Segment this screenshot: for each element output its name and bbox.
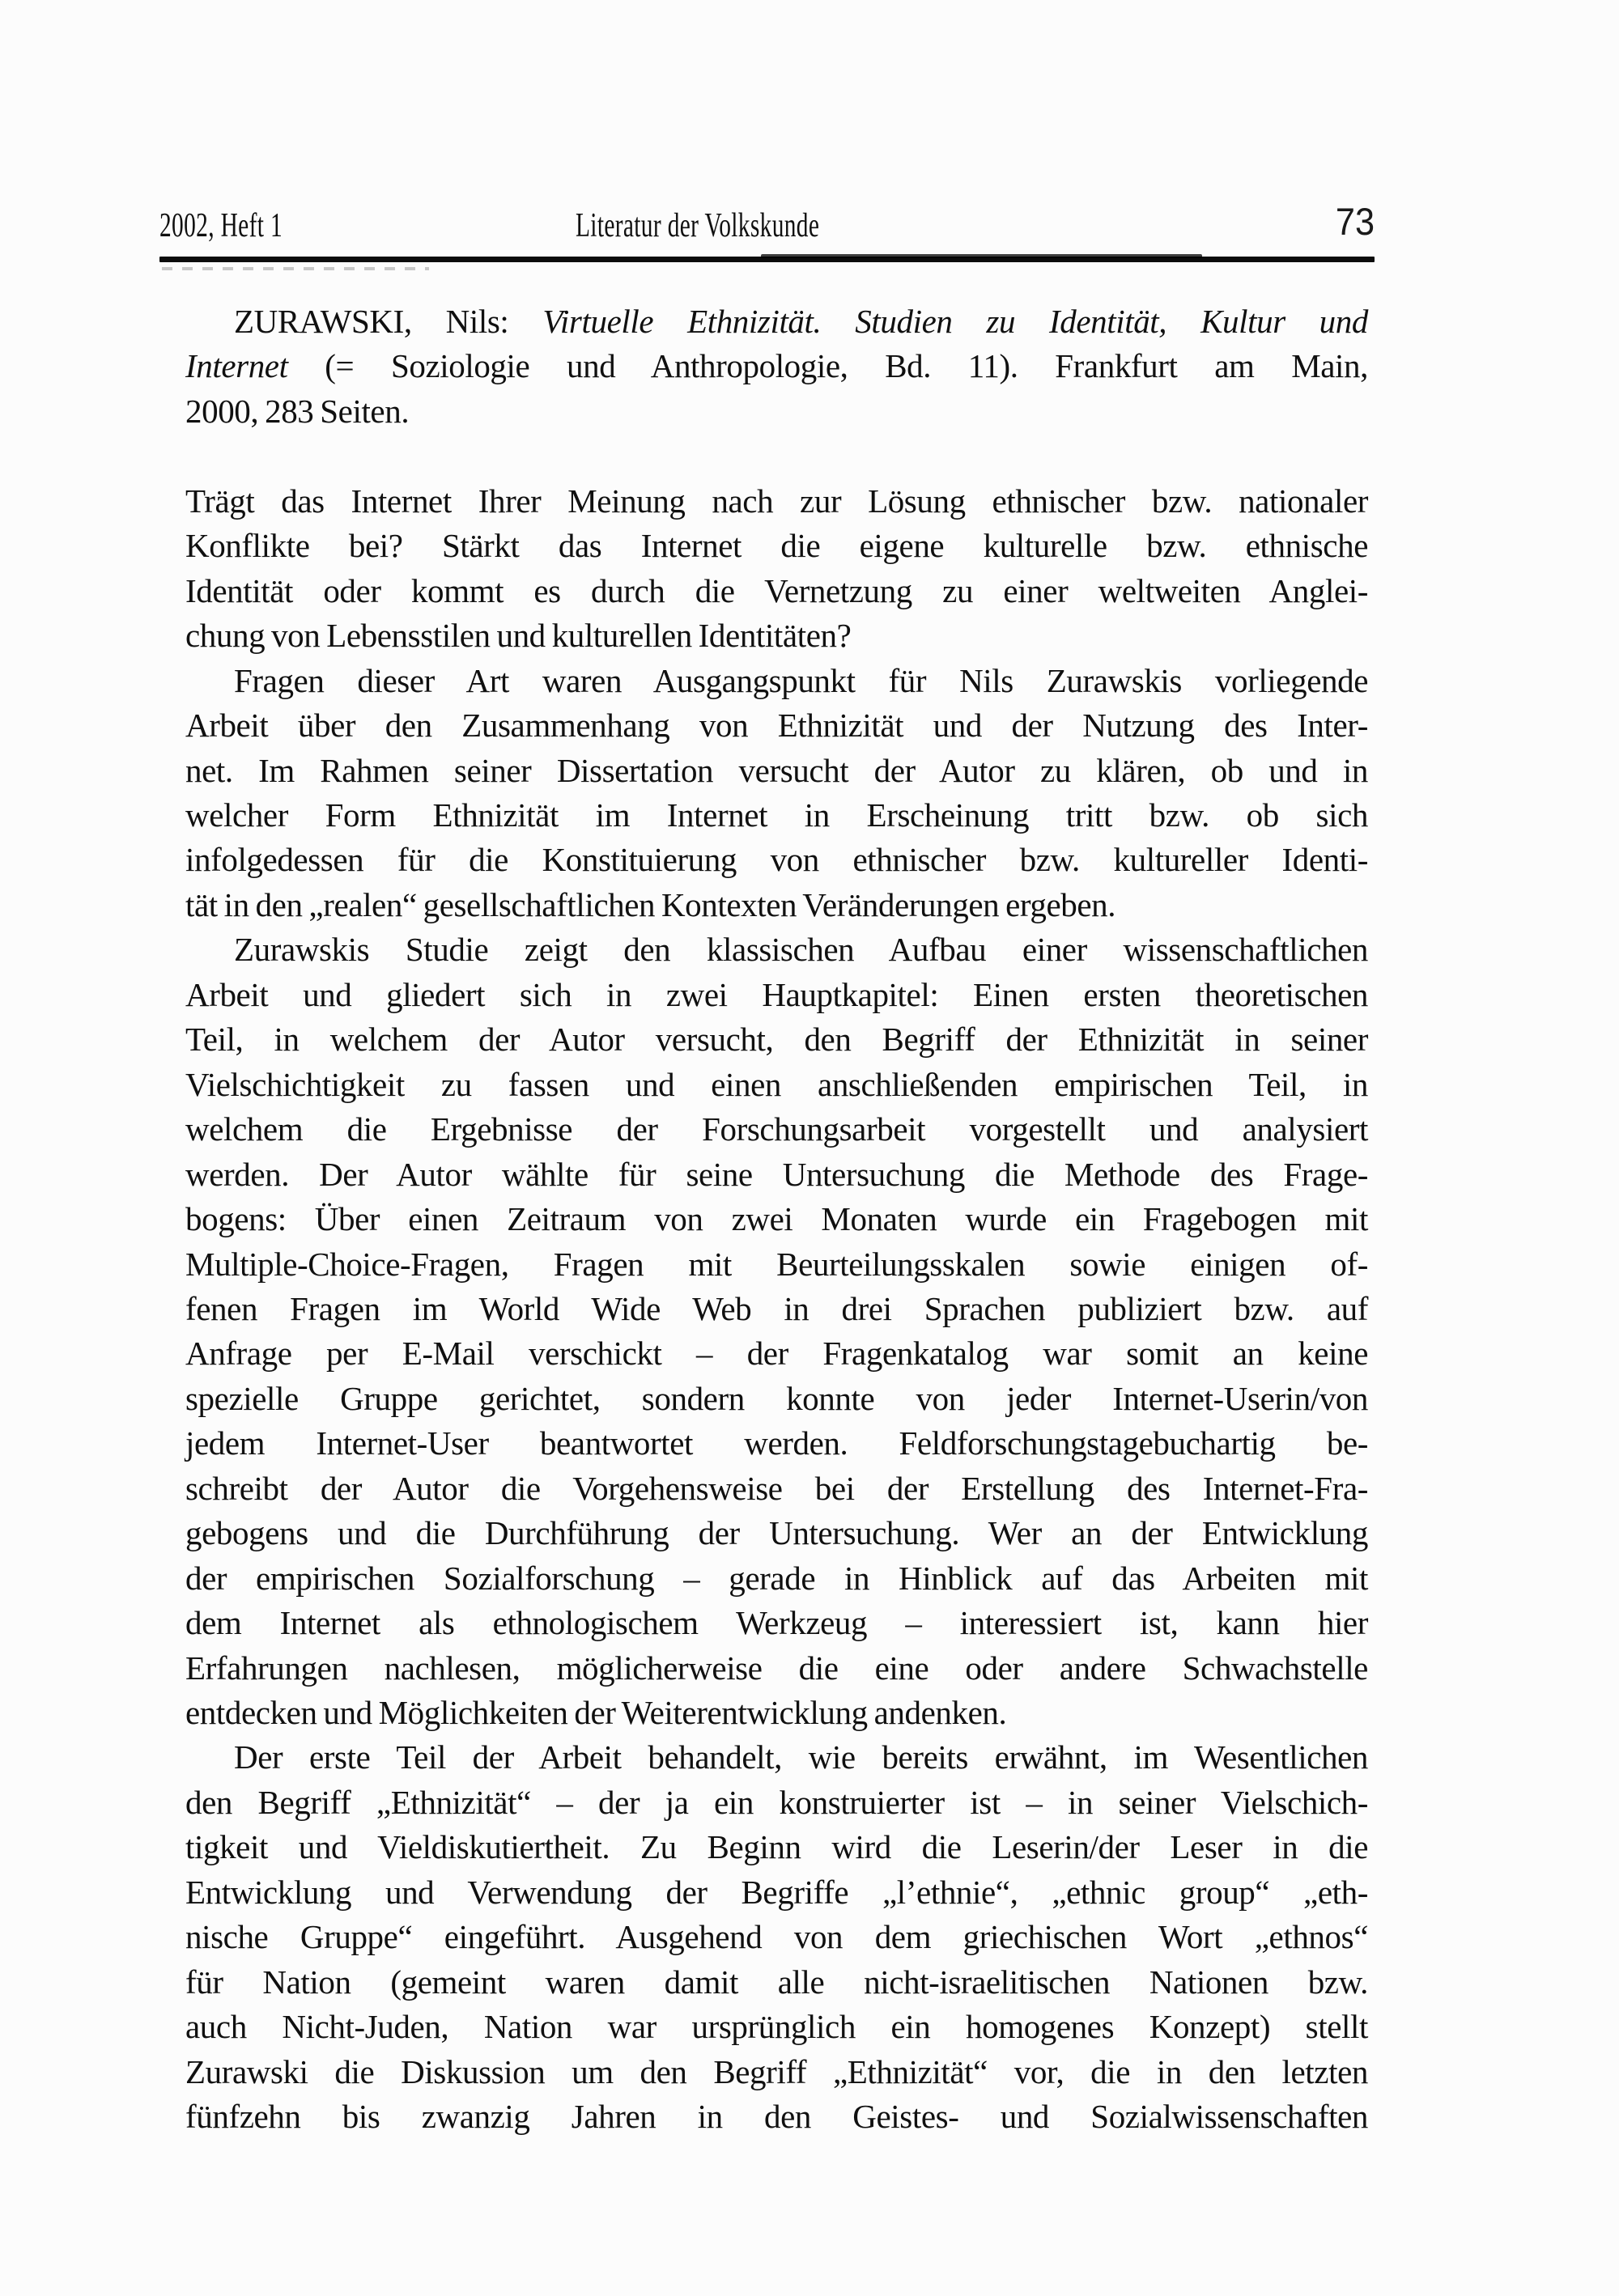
citation-roman-segment: 2000, 283 Seiten. — [185, 392, 410, 430]
citation-line — [185, 344, 1368, 388]
text-line: schreibt der Autor die Vorgehensweise bei der Erstellung des Internet-Fra- — [185, 1469, 1368, 1507]
text-line: Der erste Teil der Arbeit behandelt, wie bereits erwähnt, im Wesentlichen — [234, 1738, 1368, 1776]
text-line: net. Im Rahmen seiner Dissertation versucht der Autor zu klären, ob und in — [185, 751, 1368, 789]
text-line: der empirischen Sozialforschung – gerade in Hinblick auf das Arbeiten mit — [185, 1559, 1368, 1597]
journal-title: Literatur der Volkskunde — [576, 207, 820, 244]
text-line: infolgedessen für die Konstituierung von ethnischer bzw. kultureller Identi- — [185, 841, 1368, 879]
text-line: Arbeit und gliedert sich in zwei Hauptkapitel: Einen ersten theoretischen — [185, 975, 1368, 1013]
text-line: für Nation (gemeint waren damit alle nicht-israelitischen Nationen bzw. — [185, 1963, 1368, 2001]
text-line: den Begriff „Ethnizität“ – der ja ein konstruierter ist – in seiner Vielschich- — [185, 1783, 1368, 1821]
text-line: entdecken und Möglichkeiten der Weiterentwicklung andenken. — [185, 1694, 1007, 1732]
text-line: Teil, in welchem der Autor versucht, den Begriff der Ethnizität in seiner — [185, 1021, 1368, 1059]
text-line: jedem Internet-User beantwortet werden. Feldforschungstagebuchartig be- — [185, 1424, 1368, 1462]
citation-roman-segment: ZURAWSKI, Nils: — [234, 303, 543, 340]
text-line: tigkeit und Vieldiskutiertheit. Zu Beginn wird die Leserin/der Leser in die — [185, 1828, 1368, 1866]
citation-italic-segment: Internet — [185, 347, 288, 385]
review-body — [185, 479, 1368, 2140]
review-text-column — [185, 299, 1368, 2140]
text-line: fünfzehn bis zwanzig Jahren in den Geistes- und Sozialwissenschaften — [185, 2098, 1368, 2136]
book-citation — [185, 299, 1368, 434]
text-line: Arbeit über den Zusammenhang von Ethnizität und der Nutzung des Inter- — [185, 707, 1368, 745]
text-line: werden. Der Autor wählte für seine Untersuchung die Methode des Frage- — [185, 1155, 1368, 1193]
citation-line — [185, 299, 1368, 344]
text-line: chung von Lebensstilen und kulturellen Identitäten? — [185, 617, 852, 655]
text-line: Konflikte bei? Stärkt das Internet die eigene kulturelle bzw. ethnische — [185, 527, 1368, 565]
text-line: Erfahrungen nachlesen, möglicherweise die eine oder andere Schwachstelle — [185, 1649, 1368, 1687]
text-line: dem Internet als ethnologischem Werkzeug – interessiert ist, kann hier — [185, 1604, 1368, 1642]
text-line: welchem die Ergebnisse der Forschungsarbeit vorgestellt und analysiert — [185, 1110, 1368, 1148]
text-line: Trägt das Internet Ihrer Meinung nach zur Lösung ethnischer bzw. nationaler — [185, 482, 1368, 520]
blank-line — [185, 434, 1368, 478]
text-line: Fragen dieser Art waren Ausgangspunkt für Nils Zurawskis vorliegende — [234, 661, 1368, 699]
page-number: 73 — [1335, 200, 1375, 243]
text-line: spezielle Gruppe gerichtet, sondern konnte von jeder Internet-Userin/von — [185, 1379, 1368, 1417]
citation-line — [185, 389, 1368, 434]
text-line: Zurawskis Studie zeigt den klassischen Aufbau einer wissenschaftlichen — [234, 931, 1368, 969]
citation-roman-segment: (= Soziologie und Anthropologie, Bd. 11). Frankfurt am Main, — [287, 347, 1368, 385]
text-line: Vielschichtigkeit zu fassen und einen anschließenden empirischen Teil, in — [185, 1065, 1368, 1103]
text-line: Anfrage per E-Mail verschickt – der Fragenkatalog war somit an keine — [185, 1335, 1368, 1373]
text-line: nische Gruppe“ eingeführt. Ausgehend von dem griechischen Wort „ethnos“ — [185, 1918, 1368, 1956]
text-line: auch Nicht-Juden, Nation war ursprünglich ein homogenes Konzept) stellt — [185, 2008, 1368, 2046]
citation-italic-segment: Virtuelle Ethnizität. Studien zu Identität, Kultur und — [542, 303, 1368, 340]
text-line: Entwicklung und Verwendung der Begriffe „l’ethnie“, „ethnic group“ „eth- — [185, 1873, 1368, 1911]
text-line: gebogens und die Durchführung der Untersuchung. Wer an der Entwicklung — [185, 1514, 1368, 1552]
text-line: Multiple-Choice-Fragen, Fragen mit Beurteilungsskalen sowie einigen of- — [185, 1245, 1368, 1283]
text-line: fenen Fragen im World Wide Web in drei Sprachen publiziert bzw. auf — [185, 1289, 1368, 1327]
scan-artifact — [761, 254, 1202, 258]
text-line: Identität oder kommt es durch die Vernetzung zu einer weltweiten Anglei- — [185, 571, 1368, 609]
journal-issue-label: 2002, Heft 1 — [159, 207, 283, 244]
text-line: bogens: Über einen Zeitraum von zwei Monaten wurde ein Fragebogen mit — [185, 1200, 1368, 1238]
text-line: tät in den „realen“ gesellschaftlichen Kontexten Veränderungen ergeben. — [185, 885, 1116, 923]
scan-artifact — [162, 267, 429, 270]
text-line: welcher Form Ethnizität im Internet in Erscheinung tritt bzw. ob sich — [185, 796, 1368, 834]
text-line: Zurawski die Diskussion um den Begriff „Ethnizität“ vor, die in den letzten — [185, 2052, 1368, 2090]
